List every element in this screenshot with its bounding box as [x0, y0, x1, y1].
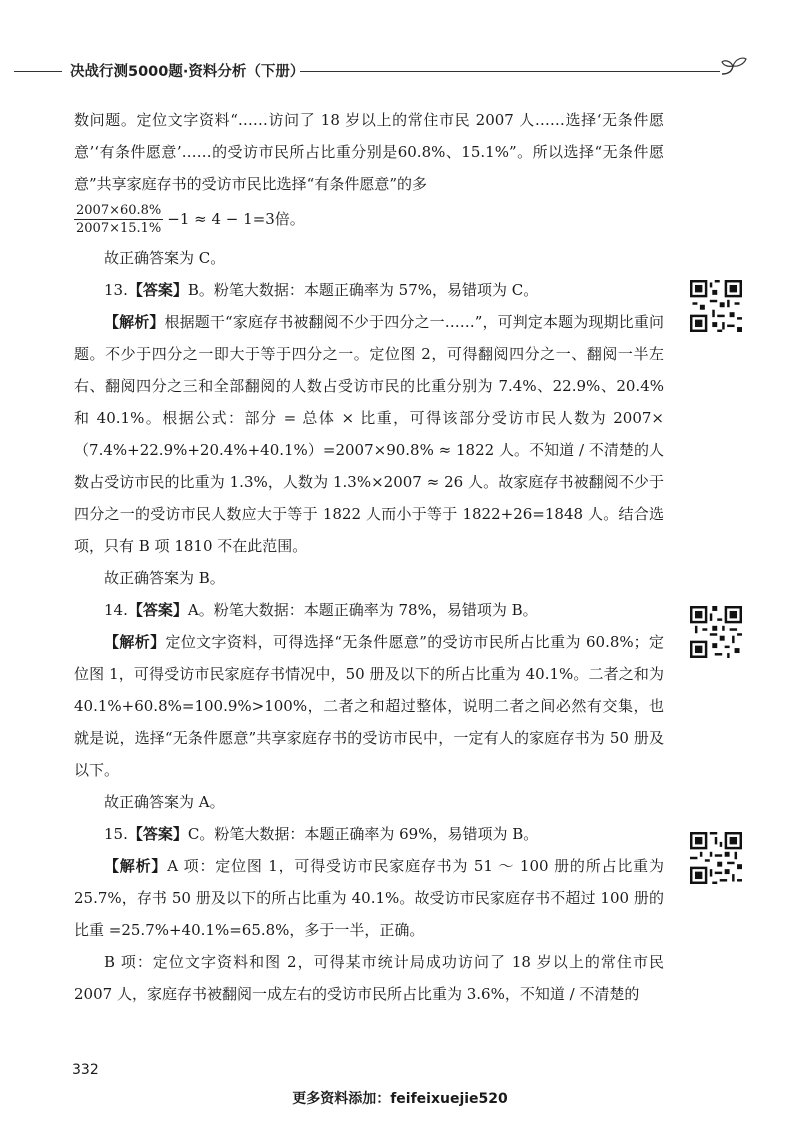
analysis-tag: 【解析】	[104, 633, 166, 651]
page-body	[74, 104, 664, 1010]
q15-option-b: B 项：定位文字资料和图 2，可得某市统计局成功访问了 18 岁以上的常住市民 2007 人，家庭存书被翻阅一成左右的受访市民所占比重为 3.6%，不知道 / 不清楚的	[74, 953, 664, 1003]
sprout-icon	[718, 52, 750, 82]
q13-answer	[74, 274, 664, 306]
q14-analysis	[74, 626, 664, 786]
analysis-text: A 项：定位图 1，可得受访市民家庭存书为 51 ～ 100 册的所占比重为 25.7%，存书 50 册及以下的所占比重为 40.1%。故受访市民家庭存书不超过 100 册的比重 =25.7%+40.1%=65.8%，多于一半，正确。	[74, 857, 664, 939]
q15-answer	[74, 818, 664, 850]
header-rule-right	[300, 71, 720, 72]
qr-code-icon[interactable]	[690, 832, 742, 884]
question-number: 15.	[104, 825, 128, 843]
fraction-denominator: 2007×15.1%	[76, 220, 162, 236]
book-title: 决战行测5000题·资料分析（下册）	[70, 64, 305, 80]
qr-code-icon[interactable]	[690, 606, 742, 658]
answer-text: A。粉笔大数据：本题正确率为 78%，易错项为 B。	[187, 601, 538, 619]
qr-code-icon[interactable]	[690, 280, 742, 332]
analysis-text: 定位文字资料，可得选择“无条件愿意”的受访市民所占比重为 60.8%；定位图 1，可得受访市民家庭存书情况中，50 册及以下的所占比重为 40.1%。二者之和为 40.1%+60.8%=100.9%>100%，二者之和超过整体，说明二者之间必然有交集，也就是说，选择“无条件愿意”共享家庭存书的受访市民中，一定有人的家庭存书为 50 册及以下。	[74, 633, 664, 779]
answer-conclusion: 故正确答案为 C。	[104, 249, 226, 267]
q14-answer	[74, 594, 664, 626]
fraction	[74, 202, 163, 237]
q13-analysis	[74, 306, 664, 562]
fraction-numerator: 2007×60.8%	[76, 202, 162, 218]
answer-text: C。粉笔大数据：本题正确率为 69%，易错项为 B。	[187, 825, 539, 843]
fraction-result: −1 ≈ 4 − 1=3倍。	[167, 210, 305, 228]
answer-conclusion: 故正确答案为 A。	[104, 793, 225, 811]
answer-text: B。粉笔大数据：本题正确率为 57%，易错项为 C。	[187, 281, 539, 299]
page-number: 332	[72, 1062, 99, 1078]
analysis-tag: 【解析】	[104, 857, 168, 875]
answer-tag: 【答案】	[127, 281, 188, 299]
answer-conclusion: 故正确答案为 B。	[104, 569, 225, 587]
paragraph: 数问题。定位文字资料“……访问了 18 岁以上的常住市民 2007 人……选择‘无条件愿意’‘有条件愿意’……的受访市民所占比重分别是60.8%、15.1%”。所以选择“无条件愿意”共享家庭存书的受访市民比选择“有条件愿意”的多	[74, 111, 664, 193]
q15-analysis	[74, 850, 664, 946]
question-number: 14.	[104, 601, 128, 619]
question-number: 13.	[104, 281, 128, 299]
answer-tag: 【答案】	[127, 601, 188, 619]
footer-note: 更多资料添加：feifeixuejie520	[292, 1091, 508, 1107]
running-header	[0, 58, 800, 88]
header-rule-left	[14, 71, 62, 72]
analysis-tag: 【解析】	[104, 313, 165, 331]
fraction-expression	[74, 196, 664, 242]
analysis-text: 根据题干“家庭存书被翻阅不少于四分之一……”，可判定本题为现期比重问题。不少于四分之一即大于等于四分之一。定位图 2，可得翻阅四分之一、翻阅一半左右、翻阅四分之三和全部翻阅的人数占受访市民的比重分别为 7.4%、22.9%、20.4% 和 40.1%。根据公式：部分 = 总体 × 比重，可得该部分受访市民人数为 2007×（7.4%+22.9%+20.4%+40.1%）=2007×90.8% ≈ 1822 人。不知道 / 不清楚的人数占受访市民的比重为 1.3%，人数为 1.3%×2007 ≈ 26 人。故家庭存书被翻阅不少于四分之一的受访市民人数应大于等于 1822 人而小于等于 1822+26=1848 人。结合选项，只有 B 项 1810 不在此范围。	[74, 313, 664, 555]
answer-tag: 【答案】	[127, 825, 188, 843]
